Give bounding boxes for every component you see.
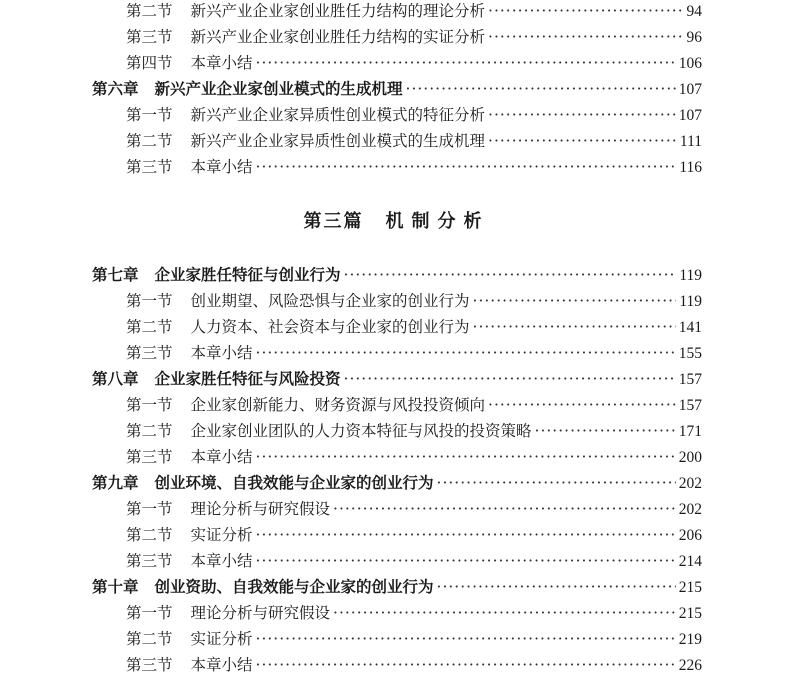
section-title: 创业期望、风险恐惧与企业家的创业行为	[190, 292, 470, 310]
chapter-title: 创业资助、自我效能与企业家的创业行为	[154, 577, 434, 596]
toc-entry[interactable]	[126, 154, 702, 180]
toc-entry[interactable]	[126, 102, 702, 128]
page-number: 107	[678, 107, 702, 124]
toc-entry[interactable]	[126, 392, 702, 418]
toc-entry[interactable]	[126, 50, 702, 76]
dot-leader	[473, 314, 676, 340]
section-number: 第三节	[126, 344, 173, 362]
dot-leader	[256, 626, 676, 652]
section-title: 本章小结	[190, 158, 253, 176]
page-number: 202	[678, 501, 702, 518]
section-title: 企业家创业团队的人力资本特征与风投的投资策略	[190, 422, 532, 440]
page-number: 106	[678, 55, 702, 72]
section-title: 理论分析与研究假设	[190, 500, 331, 518]
toc-entry[interactable]	[126, 418, 702, 444]
chapter-number: 第十章	[92, 577, 139, 596]
section-title: 人力资本、社会资本与企业家的创业行为	[190, 318, 470, 336]
section-number: 第二节	[126, 422, 173, 440]
page-number: 107	[678, 81, 702, 98]
chapter-number: 第七章	[92, 265, 139, 284]
section-number: 第三节	[126, 28, 173, 46]
page-number: 200	[678, 449, 702, 466]
toc-entry[interactable]	[126, 340, 702, 366]
toc-chapter-entry[interactable]	[92, 366, 702, 392]
page-number: 214	[678, 553, 702, 570]
page-number: 215	[678, 605, 702, 622]
toc-entry[interactable]	[126, 652, 702, 678]
section-number: 第二节	[126, 318, 173, 336]
page-number: 141	[678, 319, 702, 336]
page-number: 155	[678, 345, 702, 362]
section-title: 新兴产业企业家异质性创业模式的特征分析	[190, 106, 486, 124]
section-title: 本章小结	[190, 54, 253, 72]
page-number: 119	[679, 267, 702, 284]
page-number: 157	[678, 397, 702, 414]
section-number: 第二节	[126, 2, 173, 20]
page-number: 157	[678, 371, 702, 388]
section-title: 本章小结	[190, 448, 253, 466]
part-heading	[0, 208, 793, 236]
section-title: 企业家创新能力、财务资源与风投投资倾向	[190, 396, 486, 414]
section-number: 第三节	[126, 656, 173, 674]
dot-leader	[344, 262, 677, 288]
dot-leader	[256, 50, 676, 76]
chapter-number: 第六章	[92, 79, 139, 98]
page-number: 116	[679, 159, 702, 176]
toc-entry[interactable]	[126, 0, 702, 24]
dot-leader	[488, 102, 676, 128]
section-title: 实证分析	[190, 630, 253, 648]
chapter-title: 企业家胜任特征与创业行为	[154, 265, 341, 284]
chapter-title: 企业家胜任特征与风险投资	[154, 369, 341, 388]
dot-leader	[488, 128, 677, 154]
dot-leader	[488, 24, 683, 50]
toc-entry[interactable]	[126, 128, 702, 154]
toc-entry[interactable]	[126, 24, 702, 50]
chapter-number: 第九章	[92, 473, 139, 492]
page-number: 171	[678, 423, 702, 440]
dot-leader	[333, 600, 676, 626]
section-title: 本章小结	[190, 344, 253, 362]
dot-leader	[333, 496, 676, 522]
page-number: 94	[686, 3, 702, 20]
chapter-title: 新兴产业企业家创业模式的生成机理	[154, 79, 403, 98]
toc-entry[interactable]	[126, 444, 702, 470]
section-number: 第二节	[126, 526, 173, 544]
section-title: 新兴产业企业家创业胜任力结构的理论分析	[190, 2, 486, 20]
part-number: 第三篇	[303, 211, 364, 232]
section-title: 实证分析	[190, 526, 253, 544]
toc-entry[interactable]	[126, 600, 702, 626]
dot-leader	[488, 0, 683, 24]
toc-entry[interactable]	[126, 626, 702, 652]
toc-entry[interactable]	[126, 288, 702, 314]
dot-leader	[488, 392, 676, 418]
page-number: 202	[678, 475, 702, 492]
section-title: 新兴产业企业家创业胜任力结构的实证分析	[190, 28, 486, 46]
toc-entry[interactable]	[126, 522, 702, 548]
page-number: 206	[678, 527, 702, 544]
dot-leader	[535, 418, 676, 444]
dot-leader	[256, 444, 676, 470]
section-number: 第一节	[126, 396, 173, 414]
section-number: 第一节	[126, 604, 173, 622]
dot-leader	[256, 522, 676, 548]
dot-leader	[256, 340, 676, 366]
toc-entry[interactable]	[126, 496, 702, 522]
section-number: 第三节	[126, 552, 173, 570]
chapter-number: 第八章	[92, 369, 139, 388]
section-number: 第四节	[126, 54, 173, 72]
page-number: 215	[678, 579, 702, 596]
dot-leader	[256, 548, 676, 574]
section-number: 第三节	[126, 158, 173, 176]
chapter-title: 创业环境、自我效能与企业家的创业行为	[154, 473, 434, 492]
toc-chapter-entry[interactable]	[92, 76, 702, 102]
section-number: 第一节	[126, 292, 173, 310]
dot-leader	[256, 652, 676, 678]
section-number: 第二节	[126, 630, 173, 648]
section-number: 第三节	[126, 448, 173, 466]
part-title: 机制分析	[385, 211, 490, 232]
page-number: 226	[678, 657, 702, 674]
toc-entry[interactable]	[126, 548, 702, 574]
toc-chapter-entry[interactable]	[92, 262, 702, 288]
section-title: 理论分析与研究假设	[190, 604, 331, 622]
dot-leader	[406, 76, 676, 102]
dot-leader	[256, 154, 677, 180]
page-number: 111	[679, 133, 702, 150]
toc-chapter-entry[interactable]	[92, 470, 702, 496]
dot-leader	[473, 288, 677, 314]
section-title: 本章小结	[190, 552, 253, 570]
section-title: 本章小结	[190, 656, 253, 674]
page-number: 96	[686, 29, 702, 46]
dot-leader	[344, 366, 676, 392]
page-number: 219	[678, 631, 702, 648]
toc-entry[interactable]	[126, 314, 702, 340]
section-title: 新兴产业企业家异质性创业模式的生成机理	[190, 132, 486, 150]
section-number: 第二节	[126, 132, 173, 150]
page-number: 119	[679, 293, 702, 310]
section-number: 第一节	[126, 106, 173, 124]
section-number: 第一节	[126, 500, 173, 518]
dot-leader	[437, 470, 676, 496]
dot-leader	[437, 574, 676, 600]
toc-chapter-entry[interactable]	[92, 574, 702, 600]
